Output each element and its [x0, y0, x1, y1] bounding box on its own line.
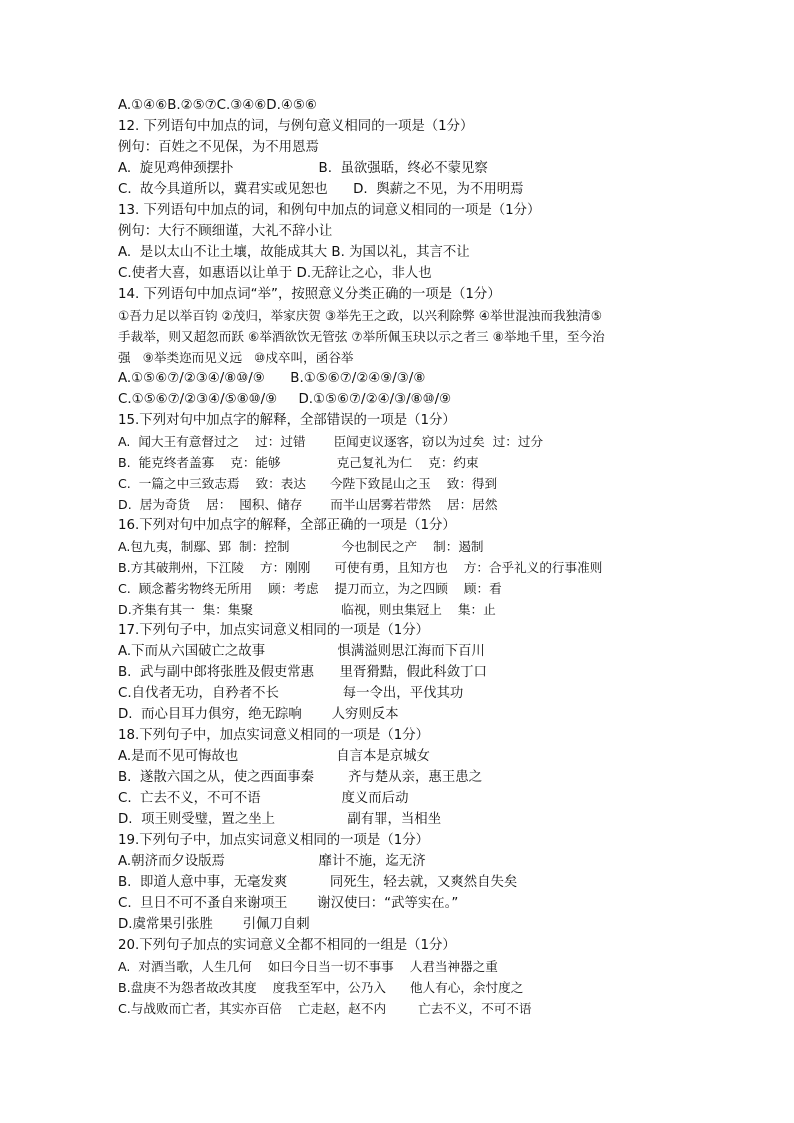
text-line: A. 是以太山不让土壤，故能成其大 B. 为国以礼，其言不让	[118, 245, 470, 260]
question-14-stem: 14. 下列语句中加点词“举”，按照意义分类正确的一项是（1分）	[118, 287, 501, 302]
text-line: A. 旋见鸡伸颈摆扑 B. 虽欲强聒，终必不蒙见察	[118, 161, 488, 176]
text-line: D. 居为奇货 居： 囤积、储存 而半山居雾若带然 居：居然	[118, 497, 498, 512]
text-line: A.是而不见可悔故也 自言本是京城女	[118, 749, 430, 764]
text-line: A.①④⑥B.②⑤⑦C.③④⑥D.④⑤⑥	[118, 98, 317, 113]
text-line: C.使者大喜，如惠语以让单于 D.无辞让之心，非人也	[118, 266, 432, 281]
question-20-stem: 20.下列句子加点的实词意义全都不相同的一组是（1分）	[118, 938, 456, 953]
text-line: C. 旦日不可不蚤自来谢项王 谢汉使曰：“武等实在。”	[118, 896, 459, 911]
text-line: B.方其破荆州，下江陵 方：刚刚 可使有勇，且知方也 方：合乎礼义的行事准则	[118, 560, 603, 575]
text-line: C. 一篇之中三致志焉 致：表达 今陛下致昆山之玉 致：得到	[118, 476, 498, 491]
text-line: 强 ⑨举类迩而见义远 ⑩戍卒叫，函谷举	[118, 350, 354, 365]
text-line: A.朝济而夕设版焉 靡计不施，迄无济	[118, 854, 426, 869]
text-line: A.包九夷，制鄢、郢 制：控制 今也制民之产 制：遏制	[118, 539, 484, 554]
text-line: D.齐集有其一 集：集聚 临视，则虫集冠上 集：止	[118, 602, 496, 617]
text-line: D.虞常果引张胜 引佩刀自刺	[118, 917, 310, 932]
text-line: B. 即道人意中事，无毫发爽 同死生，轻去就，又爽然自失矣	[118, 875, 518, 890]
text-line: 例句：大行不顾细谨，大礼不辞小让	[118, 224, 333, 239]
text-line: C.①⑤⑥⑦/②③④/⑤⑧⑩/⑨ D.①⑤⑥⑦/②④/③/⑧⑩/⑨	[118, 392, 452, 407]
text-line: C. 亡去不义，不可不语 度义而后动	[118, 791, 409, 806]
text-line: D. 项王则受璧，置之坐上 副有罪，当相坐	[118, 812, 442, 827]
text-line: C.自伐者无功，自矜者不长 每一令出，平伐其功	[118, 686, 464, 701]
text-line: 手裁举，则又超忽而跃 ⑥举酒欲饮无管弦 ⑦举所佩玉玦以示之者三 ⑧举地千里，至今治	[118, 329, 605, 344]
text-line: A. 对酒当歌，人生几何 如曰今日当一切不事事 人君当神器之重	[118, 959, 498, 974]
text-line: D. 而心目耳力俱穷，绝无踪响 人穷则反本	[118, 707, 399, 722]
text-line: A.①⑤⑥⑦/②③④/⑧⑩/⑨ B.①⑤⑥⑦/②④⑨/③/⑧	[118, 371, 426, 386]
question-12-stem: 12. 下列语句中加点的词，与例句意义相同的一项是（1分）	[118, 119, 474, 134]
question-16-stem: 16.下列对句中加点字的解释，全部正确的一项是（1分）	[118, 518, 456, 533]
text-line: A.下而从六国破亡之故事 惧满溢则思江海而下百川	[118, 644, 485, 659]
text-line: C. 故今具道所以，冀君实或见恕也 D. 舆薪之不见，为不用明焉	[118, 182, 524, 197]
text-line: ①吾力足以举百钧 ②茂归，举家庆贺 ③举先王之政，以兴利除弊 ④举世混浊而我独清⑤	[118, 308, 603, 323]
question-15-stem: 15.下列对句中加点字的解释，全部错误的一项是（1分）	[118, 413, 456, 428]
text-line: 例句：百姓之不见保，为不用恩焉	[118, 140, 319, 155]
text-line: B. 能克终者盖寡 克：能够 克己复礼为仁 克：约束	[118, 455, 479, 470]
question-17-stem: 17.下列句子中，加点实词意义相同的一项是（1分）	[118, 623, 430, 638]
question-18-stem: 18.下列句子中，加点实词意义相同的一项是（1分）	[118, 728, 430, 743]
question-13-stem: 13. 下列语句中加点的词，和例句中加点的词意义相同的一项是（1分）	[118, 203, 541, 218]
question-19-stem: 19.下列句子中，加点实词意义相同的一项是（1分）	[118, 833, 430, 848]
text-line: C. 顾念蓄劣物终无所用 顾：考虑 提刀而立，为之四顾 顾：看	[118, 581, 502, 596]
text-line: B. 武与副中郎将张胜及假吏常惠 里胥猾黠，假此科敛丁口	[118, 665, 487, 680]
text-line: C.与战败而亡者，其实亦百倍 亡走赵，赵不内 亡去不义，不可不语	[118, 1001, 532, 1016]
text-line: B. 遂散六国之从，使之西面事秦 齐与楚从亲，惠王患之	[118, 770, 482, 785]
text-line: B.盘庚不为怨者故改其度 度我至军中，公乃入 他人有心，余忖度之	[118, 980, 524, 995]
text-line: A. 闻大王有意督过之 过：过错 臣闻吏议逐客，窃以为过矣 过：过分	[118, 434, 544, 449]
